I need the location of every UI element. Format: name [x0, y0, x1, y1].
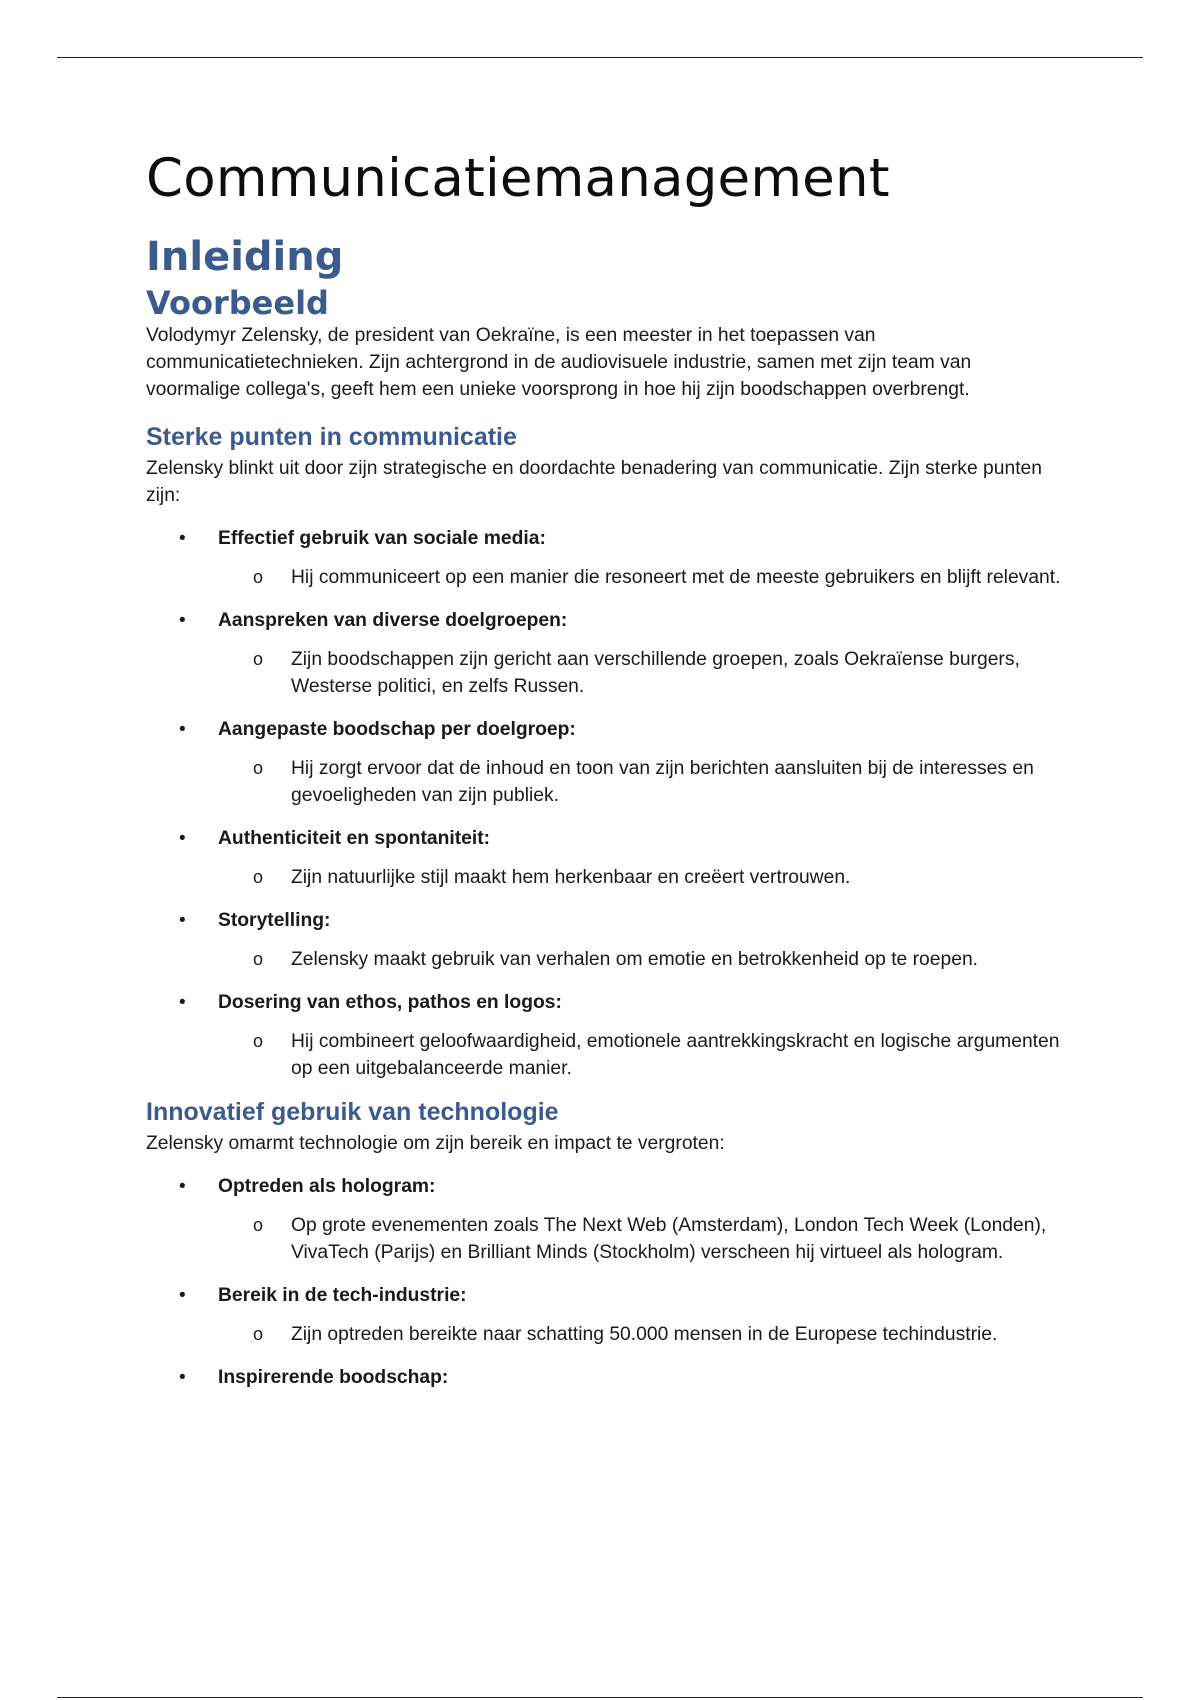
sterke-punten-list — [146, 521, 1066, 1094]
heading-innovatief: Innovatief gebruik van technologie — [146, 1098, 559, 1126]
sub-list-item-text: Zelensky maakt gebruik van verhalen om emotie en betrokkenheid op te roepen. — [291, 949, 979, 970]
list-item — [146, 821, 1066, 903]
sub-list — [218, 755, 1066, 821]
list-item-title: Dosering van ethos, pathos en logos: — [218, 992, 562, 1013]
heading-voorbeeld: Voorbeeld — [146, 284, 329, 322]
bullet-icon: • — [179, 910, 186, 931]
sub-list-item — [218, 1028, 1066, 1082]
header-rule — [57, 57, 1143, 58]
innovatief-list — [146, 1169, 1066, 1399]
bullet-icon: • — [179, 992, 186, 1013]
heading-inleiding: Inleiding — [146, 234, 344, 280]
sub-list-item — [218, 946, 1066, 973]
sub-list-item — [218, 864, 1066, 891]
list-item-title: Inspirerende boodschap: — [218, 1367, 449, 1388]
bullet-icon: • — [179, 719, 186, 740]
circle-bullet-icon: o — [253, 1324, 264, 1344]
heading-sterke-punten: Sterke punten in communicatie — [146, 423, 517, 451]
list-item — [146, 603, 1066, 712]
sub-list — [218, 646, 1066, 712]
sub-list-item-text: Zijn boodschappen zijn gericht aan verschillende groepen, zoals Oekraïense burgers, Westerse politici, en zelfs Russen. — [291, 649, 1020, 697]
bullet-icon: • — [179, 828, 186, 849]
sub-list-item-text: Zijn optreden bereikte naar schatting 50.000 mensen in de Europese techindustrie. — [291, 1324, 998, 1345]
list-item — [146, 1278, 1066, 1360]
bullet-icon: • — [179, 1367, 186, 1388]
bullet-icon: • — [179, 1176, 186, 1197]
list-item — [146, 903, 1066, 985]
sub-list-item — [218, 564, 1066, 591]
sterke-punten-intro: Zelensky blinkt uit door zijn strategische en doordachte benadering van communicatie. Zijn sterke punten zijn: — [146, 458, 1043, 506]
list-item-title: Aangepaste boodschap per doelgroep: — [218, 719, 576, 740]
list-item — [146, 712, 1066, 821]
list-item — [146, 1169, 1066, 1278]
list-item-title: Storytelling: — [218, 910, 331, 931]
document-title: Communicatiemanagement — [146, 148, 890, 209]
sub-list — [218, 1028, 1066, 1094]
sub-list-item — [218, 755, 1066, 809]
circle-bullet-icon: o — [253, 758, 264, 778]
list-item — [146, 985, 1066, 1094]
list-item-title: Bereik in de tech-industrie: — [218, 1285, 467, 1306]
circle-bullet-icon: o — [253, 649, 264, 669]
innovatief-intro: Zelensky omarmt technologie om zijn bereik en impact te vergroten: — [146, 1133, 725, 1154]
list-item-title: Authenticiteit en spontaniteit: — [218, 828, 491, 849]
sub-list — [218, 864, 1066, 903]
circle-bullet-icon: o — [253, 1031, 264, 1051]
circle-bullet-icon: o — [253, 867, 264, 887]
sub-list-item-text: Op grote evenementen zoals The Next Web (Amsterdam), London Tech Week (Londen), VivaTech (Parijs) en Brilliant Minds (Stockholm) verscheen hij virtueel als hologram. — [291, 1215, 1047, 1263]
sub-list-item — [218, 1321, 1066, 1348]
list-item-title: Effectief gebruik van sociale media: — [218, 528, 546, 549]
sub-list — [218, 1212, 1066, 1278]
sub-list-item-text: Hij zorgt ervoor dat de inhoud en toon van zijn berichten aansluiten bij de interesses en gevoeligheden van zijn publiek. — [291, 758, 1034, 806]
sub-list-item — [218, 1212, 1066, 1266]
list-item-title: Aanspreken van diverse doelgroepen: — [218, 610, 568, 631]
footer-rule — [57, 1697, 1143, 1698]
sub-list-item — [218, 646, 1066, 700]
sub-list — [218, 564, 1066, 603]
circle-bullet-icon: o — [253, 567, 264, 587]
sub-list-item-text: Hij combineert geloofwaardigheid, emotionele aantrekkingskracht en logische argumenten op een uitgebalanceerde manier. — [291, 1031, 1060, 1079]
circle-bullet-icon: o — [253, 949, 264, 969]
bullet-icon: • — [179, 1285, 186, 1306]
example-paragraph: Volodymyr Zelensky, de president van Oekraïne, is een meester in het toepassen van communicatietechnieken. Zijn achtergrond in de audiovisuele industrie, samen met zijn team van voormalige collega's, geeft hem een unieke voorsprong in hoe hij zijn boodschappen overbrengt. — [146, 325, 972, 400]
circle-bullet-icon: o — [253, 1215, 264, 1235]
document-body — [146, 140, 1066, 1399]
list-item-title: Optreden als hologram: — [218, 1176, 436, 1197]
bullet-icon: • — [179, 528, 186, 549]
sub-list-item-text: Hij communiceert op een manier die resoneert met de meeste gebruikers en blijft relevant. — [291, 567, 1061, 588]
bullet-icon: • — [179, 610, 186, 631]
list-item — [146, 521, 1066, 603]
sub-list — [218, 1321, 1066, 1360]
list-item — [146, 1360, 1066, 1399]
sub-list — [218, 946, 1066, 985]
sub-list-item-text: Zijn natuurlijke stijl maakt hem herkenbaar en creëert vertrouwen. — [291, 867, 851, 888]
